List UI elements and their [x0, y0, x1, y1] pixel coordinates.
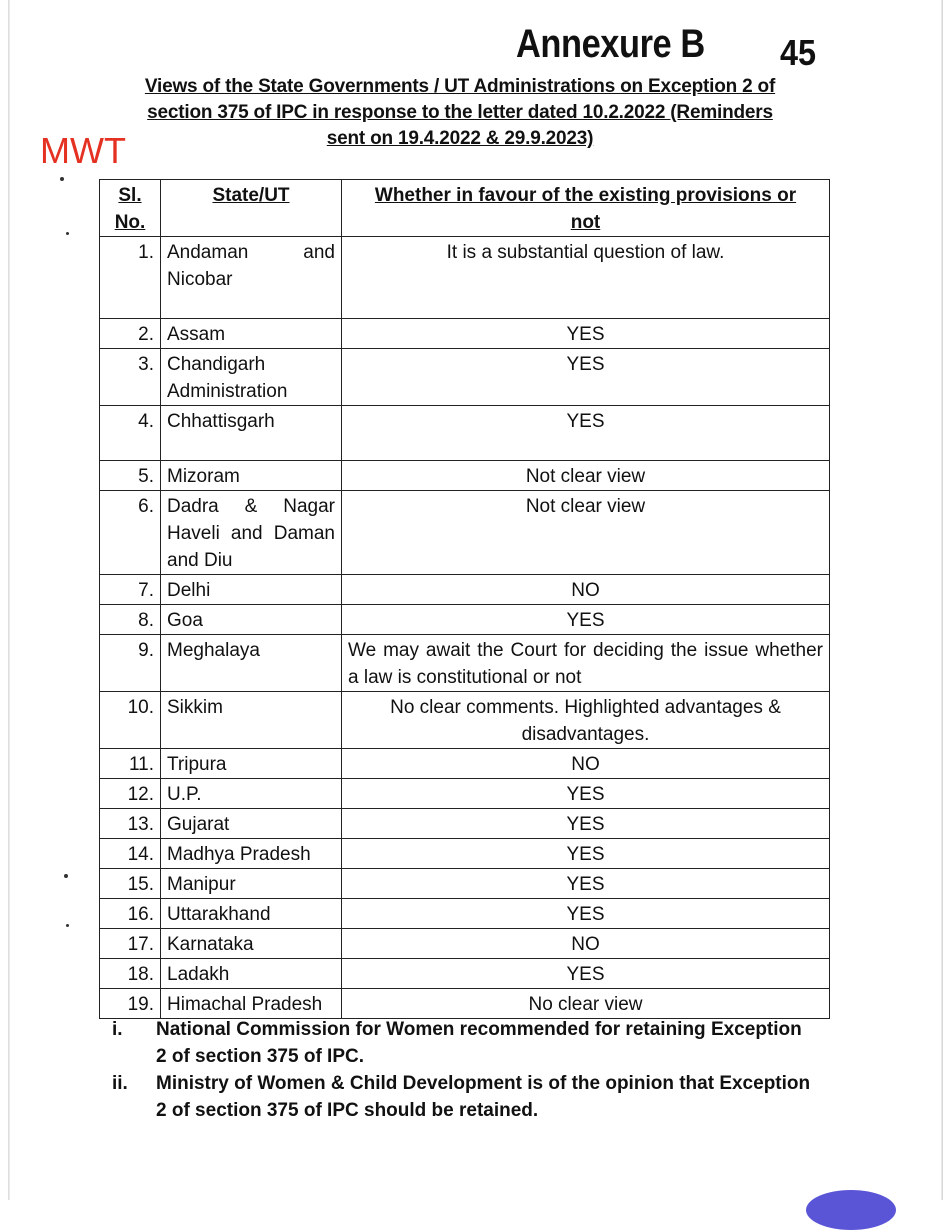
state-name: Chhattisgarh	[161, 406, 342, 461]
state-name: Delhi	[161, 575, 342, 605]
table-row	[100, 491, 830, 575]
sl-no-header: Sl. No.	[100, 180, 161, 237]
opinion: YES	[342, 809, 830, 839]
subtitle-line: section 375 of IPC in response to the letter dated 10.2.2022 (Reminders	[147, 102, 773, 123]
state-name: Manipur	[161, 869, 342, 899]
table-row	[100, 605, 830, 635]
sl-number: 8.	[100, 605, 161, 635]
annexure-title: Annexure B	[516, 22, 705, 66]
page-edge	[8, 0, 10, 1200]
table-row	[100, 929, 830, 959]
sl-number: 15.	[100, 869, 161, 899]
table-row	[100, 461, 830, 491]
note-number: ii.	[112, 1073, 128, 1094]
opinion: YES	[342, 959, 830, 989]
state-name: Meghalaya	[161, 635, 342, 692]
table-row	[100, 349, 830, 406]
state-name: Chandigarh Administration	[161, 349, 342, 406]
state-name: Assam	[161, 319, 342, 349]
table-header-row	[100, 180, 830, 237]
subtitle-line: Views of the State Governments / UT Administrations on Exception 2 of	[144, 76, 776, 97]
sl-number: 9.	[100, 635, 161, 692]
sl-number: 5.	[100, 461, 161, 491]
table-row	[100, 406, 830, 461]
corner-logo	[806, 1190, 896, 1230]
table-row	[100, 839, 830, 869]
opinion: We may await the Court for deciding the issue whether a law is constitutional or not	[342, 635, 830, 692]
opinion: YES	[342, 605, 830, 635]
subtitle-line: sent on 19.4.2022 & 29.9.2023)	[326, 128, 594, 149]
opinion: YES	[342, 406, 830, 461]
state-name: Gujarat	[161, 809, 342, 839]
table-row	[100, 575, 830, 605]
state-name: Andaman and Nicobar	[161, 237, 342, 319]
state-name: Dadra & Nagar Haveli and Daman and Diu	[161, 491, 342, 575]
mwt-stamp: MWT	[40, 130, 126, 171]
opinion: NO	[342, 575, 830, 605]
scan-speck	[64, 874, 68, 878]
sl-number: 18.	[100, 959, 161, 989]
state-views-table	[99, 179, 830, 1019]
state-name: Karnataka	[161, 929, 342, 959]
opinion: YES	[342, 869, 830, 899]
sl-number: 17.	[100, 929, 161, 959]
sl-number: 1.	[100, 237, 161, 319]
opinion: YES	[342, 839, 830, 869]
state-name: Sikkim	[161, 692, 342, 749]
table-row	[100, 749, 830, 779]
state-name: Ladakh	[161, 959, 342, 989]
state-name: Uttarakhand	[161, 899, 342, 929]
note-number: i.	[112, 1019, 123, 1040]
table-row	[100, 692, 830, 749]
sl-number: 12.	[100, 779, 161, 809]
state-name: Himachal Pradesh	[161, 989, 342, 1019]
opinion: YES	[342, 319, 830, 349]
opinion: NO	[342, 749, 830, 779]
table-row	[100, 319, 830, 349]
sl-number: 3.	[100, 349, 161, 406]
note-text: National Commission for Women recommended for retaining Exception 2 of section 375 of IPC.	[156, 1019, 802, 1067]
table-row	[100, 779, 830, 809]
sl-number: 13.	[100, 809, 161, 839]
table-row	[100, 899, 830, 929]
note-item	[112, 1070, 812, 1124]
opinion: NO	[342, 929, 830, 959]
notes-list	[112, 1016, 812, 1124]
scan-speck	[66, 232, 69, 235]
sl-number: 14.	[100, 839, 161, 869]
sl-number: 4.	[100, 406, 161, 461]
opinion-header: Whether in favour of the existing provisions or not	[342, 180, 830, 237]
scan-speck	[60, 177, 64, 181]
state-name: Goa	[161, 605, 342, 635]
sl-number: 11.	[100, 749, 161, 779]
page-number: 45	[780, 32, 817, 73]
opinion: YES	[342, 899, 830, 929]
state-name: U.P.	[161, 779, 342, 809]
sl-number: 2.	[100, 319, 161, 349]
table-row	[100, 989, 830, 1019]
document-subtitle	[100, 74, 820, 152]
opinion: It is a substantial question of law.	[342, 237, 830, 319]
note-item	[112, 1016, 812, 1070]
opinion: No clear view	[342, 989, 830, 1019]
note-text: Ministry of Women & Child Development is of the opinion that Exception 2 of section 375 of IPC should be retained.	[156, 1073, 811, 1121]
page-edge	[941, 0, 943, 1200]
state-name: Madhya Pradesh	[161, 839, 342, 869]
scan-speck	[66, 924, 69, 927]
opinion: YES	[342, 779, 830, 809]
state-name: Mizoram	[161, 461, 342, 491]
sl-number: 10.	[100, 692, 161, 749]
table-row	[100, 959, 830, 989]
opinion: YES	[342, 349, 830, 406]
sl-number: 19.	[100, 989, 161, 1019]
state-ut-header: State/UT	[161, 180, 342, 237]
table-row	[100, 809, 830, 839]
table-row	[100, 635, 830, 692]
sl-number: 16.	[100, 899, 161, 929]
opinion: No clear comments. Highlighted advantages & disadvantages.	[342, 692, 830, 749]
table-row	[100, 869, 830, 899]
sl-number: 6.	[100, 491, 161, 575]
opinion: Not clear view	[342, 461, 830, 491]
table-row	[100, 237, 830, 319]
opinion: Not clear view	[342, 491, 830, 575]
state-name: Tripura	[161, 749, 342, 779]
sl-number: 7.	[100, 575, 161, 605]
